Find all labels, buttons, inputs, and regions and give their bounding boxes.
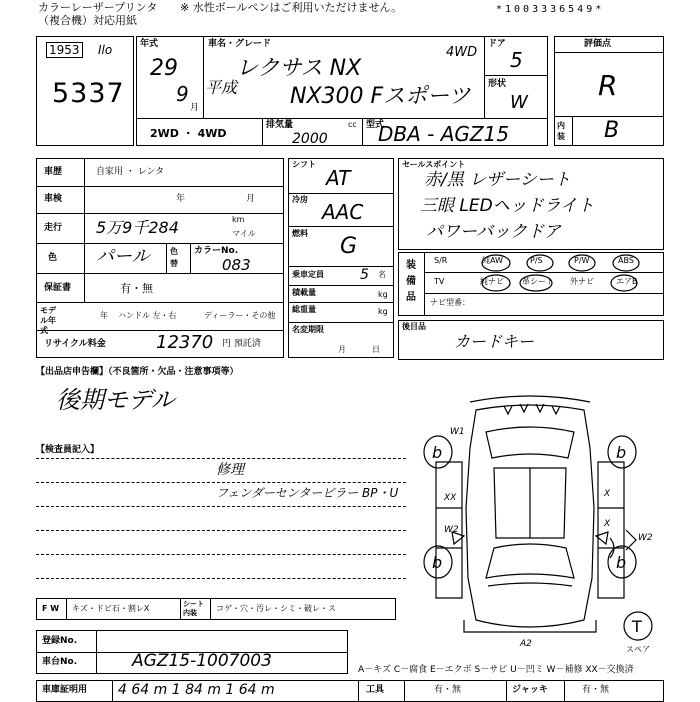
equip-pw: P/W [574, 256, 590, 265]
jack-value: 有・無 [582, 685, 610, 695]
barcode-number: *1003336549* [496, 4, 605, 15]
equip-sr: S/R [434, 256, 448, 265]
recycle-value: 12370 [156, 332, 214, 353]
interior-score: B [604, 118, 620, 143]
mileage-label: 走行 [44, 223, 63, 233]
drive-note: 4WD [446, 45, 478, 60]
ac-value: AAC [322, 200, 364, 224]
seat-label: シート内装 [183, 600, 204, 617]
chassis-value: AGZ15-1007003 [132, 651, 272, 671]
model-value: DBA - AGZ15 [378, 122, 510, 146]
svg-text:b: b [432, 553, 443, 572]
reg-no-label: 登録No. [42, 636, 78, 646]
model-year-label: モデル年式 [40, 306, 56, 335]
recycle-label: リサイクル料金 [44, 339, 106, 349]
km-label: km [232, 215, 245, 224]
mileage-value: 5万9千284 [96, 218, 179, 237]
cc-label: cc [348, 120, 357, 129]
equip-aw: 純AW [482, 256, 503, 265]
car-diagram [404, 388, 674, 650]
dealer-notes-label: 【出品店申告欄】（不良箇所・欠品・注意事項等） [36, 367, 239, 377]
dealer-notes-text: 後期モデル [56, 386, 175, 414]
color-change-label: 色替 [170, 247, 178, 268]
session-unit: Ilo [98, 43, 113, 57]
mark-a2: A2 [520, 639, 532, 649]
warranty-label: 保証書 [44, 283, 72, 293]
damage-legend: A－キズ C－腐食 E－エクボ S－サビ U－凹ミ W－補修 XX－交換済 [358, 665, 634, 675]
jack-label: ジャッキ [512, 685, 548, 695]
total-weight-label: 総重量 [292, 305, 316, 314]
fuel-label: 燃料 [292, 229, 308, 238]
drive-options: 2WD ・ 4WD [150, 127, 227, 140]
equip-navi: 純ナビ [480, 277, 504, 286]
equip-ext-navi: 外ナビ [570, 277, 594, 286]
fw-text: キズ・ドビ石・割レX [72, 604, 150, 613]
total-kg: kg [378, 307, 388, 316]
sales-point-3: パワーバックドア [426, 222, 561, 242]
color-no-value: 083 [222, 256, 251, 274]
expiry-day: 日 [372, 345, 380, 354]
garage-cert-label: 車庫証明用 [42, 685, 88, 695]
inspector-label: 【検査員記入】 [36, 445, 100, 455]
sales-points-label: セールスポイント [402, 160, 466, 169]
year-label: 年式 [140, 39, 159, 49]
garage-dims: 4 64 m 1 84 m 1 64 m [118, 682, 275, 698]
mark-x: X [604, 489, 611, 499]
pen-notice: ※ 水性ボールペンはご利用いただけません。 [180, 1, 403, 14]
equip-airbag: エアB [616, 277, 638, 286]
dealer-label: ディーラー・その他 [204, 311, 276, 320]
model-label: 型式 [366, 120, 385, 130]
mile-label: マイル [232, 229, 256, 238]
history-value: 自家用 ・ レンタ [96, 167, 165, 177]
doors-value: 5 [510, 48, 523, 72]
capacity-unit: 名 [378, 270, 386, 279]
mark-w1: W1 [450, 427, 465, 437]
color-value: パール [96, 246, 150, 267]
equip-leather: 革シート [522, 277, 554, 286]
color-label: 色 [48, 253, 58, 263]
inspection-year-label: 年 [176, 194, 186, 204]
car-grade: NX300 Fスポーツ [290, 84, 471, 109]
equipment-circles [424, 252, 664, 296]
handle-label: ハンドル 左・右 [118, 311, 177, 320]
doors-label: ドア [488, 39, 506, 49]
rear-items-label: 後目品 [402, 322, 426, 331]
rear-items-value: カードキー [454, 332, 535, 351]
svg-text:b: b [616, 553, 627, 572]
color-no-label: カラーNo. [194, 246, 239, 256]
displacement-label: 排気量 [266, 120, 294, 130]
history-label: 車歴 [44, 167, 63, 177]
seat-text: コゲ・穴・汚レ・シミ・破レ・ス [216, 604, 336, 613]
spare-value: T [632, 617, 642, 636]
capacity-label: 乗車定員 [292, 270, 324, 279]
equipment-label: 装備品 [406, 260, 416, 303]
chassis-label: 車台No. [42, 657, 78, 667]
car-name: レクサス NX [236, 56, 362, 81]
name-grade-label: 車名・グレード [208, 39, 272, 49]
equip-abs: ABS [618, 256, 634, 265]
inspection-month-label: 月 [246, 194, 256, 204]
sales-point-1: 赤/黒 レザーシート [424, 170, 571, 190]
displacement-value: 2000 [292, 131, 328, 147]
svg-text:b: b [432, 443, 443, 462]
navi-model-label: ナビ型番： [430, 298, 470, 307]
mark-x2: X [604, 519, 611, 529]
lot-number: 5337 [52, 78, 125, 109]
inspector-line-2: フェンダーセンターピラー BP・U [216, 486, 399, 500]
year-value: 29 [150, 56, 178, 81]
inspection-label: 車検 [44, 194, 63, 204]
shape-label: 形状 [488, 79, 507, 89]
printer-note: カラーレーザープリンタ [38, 1, 158, 14]
shape-value: W [510, 92, 528, 113]
month-value: 9 [176, 82, 189, 106]
warranty-value: 有・無 [120, 282, 153, 295]
sales-point-2: 三眼 LEDヘッドライト [420, 196, 595, 216]
spare-label: スペア [626, 645, 650, 654]
fw-label: F W [42, 604, 60, 613]
inspector-line-1: 修理 [216, 462, 244, 478]
mark-xx: XX [444, 493, 457, 503]
capacity-value: 5 [360, 267, 369, 283]
era-value: 平成 [205, 78, 238, 97]
expiry-label: 名変期限 [292, 325, 324, 334]
equip-ps: P/S [530, 256, 543, 265]
equip-tv: TV [434, 277, 445, 286]
mark-w2-right: W2 [638, 533, 653, 543]
recycle-unit: 円 預託済 [222, 339, 261, 349]
interior-label: 内装 [557, 121, 565, 141]
rating-score: R [598, 69, 618, 102]
model-year-suffix: 年 [100, 311, 108, 320]
expiry-month: 月 [338, 345, 346, 354]
tools-label: 工具 [366, 685, 385, 695]
ac-label: 冷房 [292, 195, 308, 204]
session-number: 1953 [46, 42, 83, 58]
load-label: 積載量 [292, 288, 316, 297]
mark-w2: W2 [444, 525, 459, 535]
fuel-value: G [340, 234, 358, 259]
shift-value: AT [326, 166, 351, 190]
month-label: 月 [190, 103, 200, 113]
rating-label: 評価点 [584, 39, 612, 49]
shift-label: シフト [292, 160, 316, 169]
paper-note: （複合機）対応用紙 [38, 14, 137, 27]
svg-text:b: b [616, 443, 627, 462]
load-kg: kg [378, 290, 388, 299]
tools-value: 有・無 [434, 685, 462, 695]
